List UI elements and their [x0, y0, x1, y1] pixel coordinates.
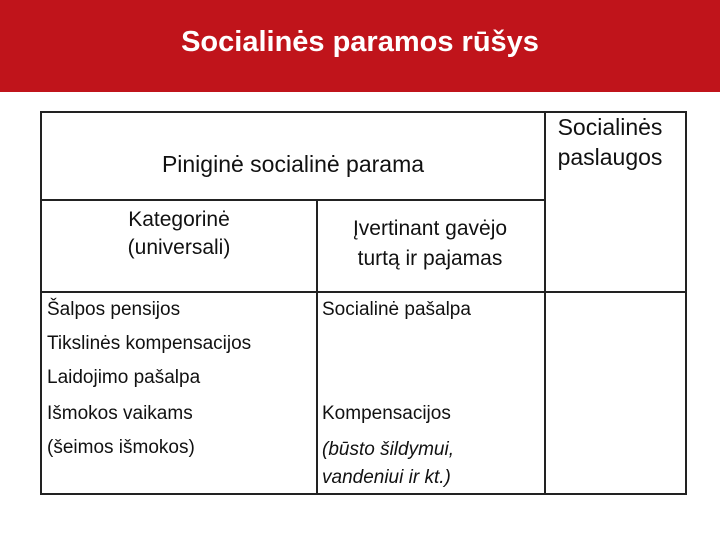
list-item: Kompensacijos — [322, 403, 451, 424]
services-header — [540, 112, 680, 172]
categorical-header-line-1: Kategorinė — [128, 208, 230, 231]
means-tested-header-line-2: turtą ir pajamas — [357, 247, 503, 270]
list-item: (šeimos išmokos) — [47, 437, 195, 458]
slide-title: Socialinės paramos rūšys — [181, 26, 539, 58]
services-header-line-1: Socialinės — [557, 114, 663, 140]
monetary-support-header: Piniginė socialinė parama — [161, 151, 425, 177]
list-item: Laidojimo pašalpa — [47, 367, 201, 388]
list-item: (būsto šildymui, — [322, 439, 454, 460]
list-item: Socialinė pašalpa — [322, 299, 471, 320]
list-item: Šalpos pensijos — [47, 299, 181, 320]
divider-under-column-headers — [42, 291, 685, 293]
means-tested-column-header — [316, 214, 544, 274]
categorical-column-header — [42, 206, 316, 262]
categorical-header-line-2: (universali) — [127, 236, 231, 259]
services-header-line-2: paslaugos — [557, 144, 663, 170]
list-item: vandeniui ir kt.) — [322, 467, 451, 488]
list-item: Tikslinės kompensacijos — [47, 333, 252, 354]
title-bar — [0, 0, 720, 92]
divider-under-monetary-header — [42, 199, 544, 201]
means-tested-header-line-1: Įvertinant gavėjo — [352, 217, 508, 240]
list-item: Išmokos vaikams — [47, 403, 193, 424]
